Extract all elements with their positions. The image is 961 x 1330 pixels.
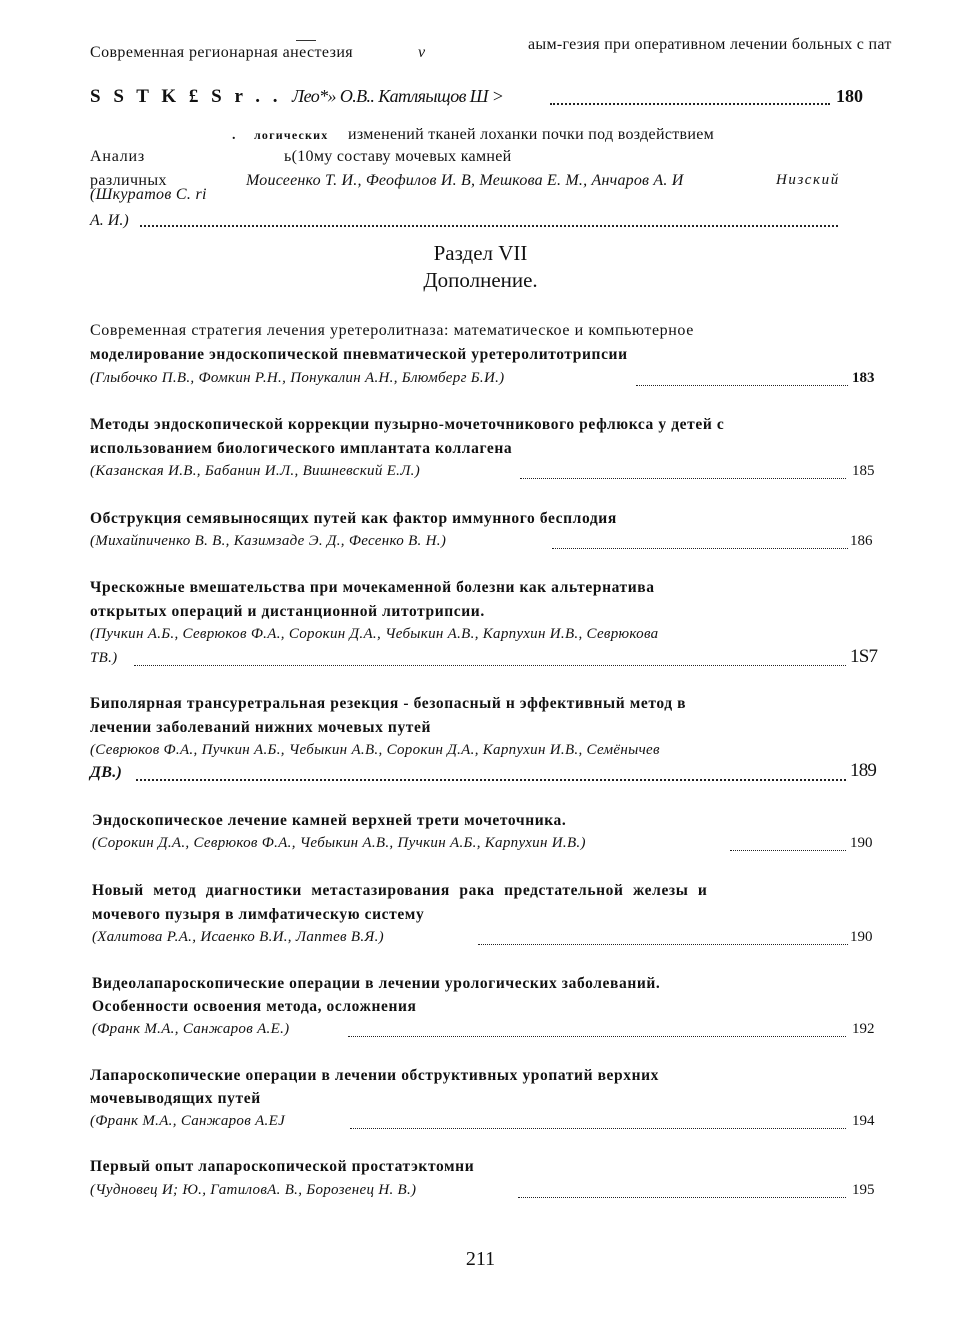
section-title: Раздел VII <box>433 241 528 265</box>
entry-title-line: лечении заболеваний нижних мочевых путей <box>90 719 432 736</box>
entry-title-line: Чрескожные вмешательства при мочекаменной болезни как альтернатива <box>90 579 655 596</box>
entry-title-line: Методы эндоскопической коррекции пузырно-мочеточникового рефлюкса у детей с <box>90 416 725 433</box>
page-number: 211 <box>465 1248 496 1270</box>
fragment-dot: . <box>232 128 236 143</box>
entry-title-line: изменений тканей лоханки почки под воздействием <box>348 126 715 143</box>
entry-page: 190 <box>850 835 873 851</box>
dot-leader <box>730 850 846 851</box>
entry-authors: (Севрюков Ф.А., Пучкин А.Б., Чебыкин А.В., Сорокин Д.А., Карпухин И.В., Семёнычев <box>90 742 660 758</box>
entry-title-line: Особенности освоения метода, осложнения <box>92 998 417 1015</box>
overline-mark <box>296 40 316 41</box>
dot-leader <box>550 103 830 105</box>
entry-page: 190 <box>850 929 873 945</box>
entry-title-line: открытых операций и дистанционной литотрипсии. <box>90 603 485 620</box>
header-v-mark: v <box>418 44 426 61</box>
entry-authors: Лео*» О.В.. Катляыщов Ш > <box>292 86 504 106</box>
entry-title-line: Обструкция семявыносящих путей как фактор иммунного бесплодия <box>90 510 617 527</box>
entry-authors: (Чудновец И; Ю., ГатиловА. В., Борозенец Н. В.) <box>90 1182 417 1198</box>
entry-title-line: Первый опыт лапароскопической простатэктомни <box>90 1158 475 1175</box>
entry-authors: ТВ.) <box>90 650 118 666</box>
entry-authors: Моисеенко Т. И., Феофилов И. В, Мешкова Е. М., Анчаров А. И <box>246 172 684 189</box>
entry-authors-tail: Низский <box>776 172 840 188</box>
garbled-code: S S T K £ S r . . <box>90 86 282 107</box>
dot-leader <box>478 944 848 945</box>
entry-page: 195 <box>852 1182 875 1198</box>
entry-authors: (Михайпиченко В. В., Казимзаде Э. Д., Фесенко В. Н.) <box>90 533 447 549</box>
entry-authors: (Халитова Р.А., Исаенко В.И., Лаптев В.Я.) <box>92 929 384 945</box>
entry-title-line: Лапароскопические операции в лечении обструктивных уропатий верхних <box>90 1067 660 1084</box>
entry-authors: А. И.) <box>90 212 129 229</box>
entry-page: 189 <box>850 760 877 781</box>
header-right-text: аым-гезия при оперативном лечении больных с пат <box>528 36 892 53</box>
header-left-text: Современная регионарная анестезия <box>90 44 354 61</box>
entry-page: 192 <box>852 1021 875 1037</box>
section-subtitle: Дополнение. <box>423 268 538 292</box>
dot-leader <box>636 385 848 386</box>
entry-authors: (Сорокин Д.А., Севрюков Ф.А., Чебыкин А.В., Пучкин А.Б., Карпухин И.В.) <box>92 835 586 851</box>
fragment-bold-word: логических <box>254 128 329 142</box>
entry-title-line: Эндоскопическое лечение камней верхней трети мочеточника. <box>92 812 567 829</box>
dot-leader <box>140 225 838 227</box>
entry-title-line: мочевыводящих путей <box>90 1090 261 1107</box>
entry-authors: (Глыбочко П.В., Фомкин Р.Н., Понукалин А.Н., Блюмберг Б.И.) <box>90 370 505 386</box>
entry-authors: (Франк М.А., Санжаров А.EJ <box>90 1113 286 1129</box>
entry-authors: (Франк М.А., Санжаров А.Е.) <box>92 1021 290 1037</box>
dot-leader <box>136 779 846 781</box>
dot-leader <box>552 548 848 549</box>
entry-title-fragment: Анализ <box>90 148 146 165</box>
entry-title-line: Новый метод диагностики метастазирования рака предстательной железы и <box>92 882 708 899</box>
entry-authors: (Пучкин А.Б., Севрюков Ф.А., Сорокин Д.А., Чебыкин А.В., Карпухин И.В., Севрюкова <box>90 626 659 642</box>
entry-page: 180 <box>836 86 863 106</box>
dot-leader <box>518 1197 846 1198</box>
entry-title-fragment: различных <box>90 172 167 189</box>
entry-title-line: Биполярная трансуретральная резекция - безопасный н эффективный метод в <box>90 695 687 712</box>
entry-title-line: Видеолапароскопические операции в лечении урологических заболеваний. <box>92 975 661 992</box>
dot-leader <box>350 1128 846 1129</box>
entry-authors: (Казанская И.В., Бабанин И.Л., Вишневский Е.Л.) <box>90 463 421 479</box>
entry-page: 185 <box>852 463 875 479</box>
entry-page: 183 <box>852 370 875 386</box>
entry-authors: (Шкуратов С. ri <box>90 186 207 203</box>
entry-title-line: ь(10му составу мочевых камней <box>284 148 512 165</box>
entry-title-line: моделирование эндоскопической пневматической уретеролитотрипсии <box>90 346 628 363</box>
entry-page: 1S7 <box>850 646 878 667</box>
dot-leader <box>348 1036 846 1037</box>
dot-leader <box>520 478 846 479</box>
entry-page: 194 <box>852 1113 875 1129</box>
entry-title-line: Современная стратегия лечения уретеролитназа: математическое и компьютерное <box>90 322 694 339</box>
dot-leader <box>134 665 846 666</box>
entry-page: 186 <box>850 533 873 549</box>
entry-authors: ДВ.) <box>90 764 123 781</box>
entry-title-line: использованием биологического имплантата коллагена <box>90 440 513 457</box>
entry-title-line: мочевого пузыря в лимфатическую систему <box>92 906 425 923</box>
